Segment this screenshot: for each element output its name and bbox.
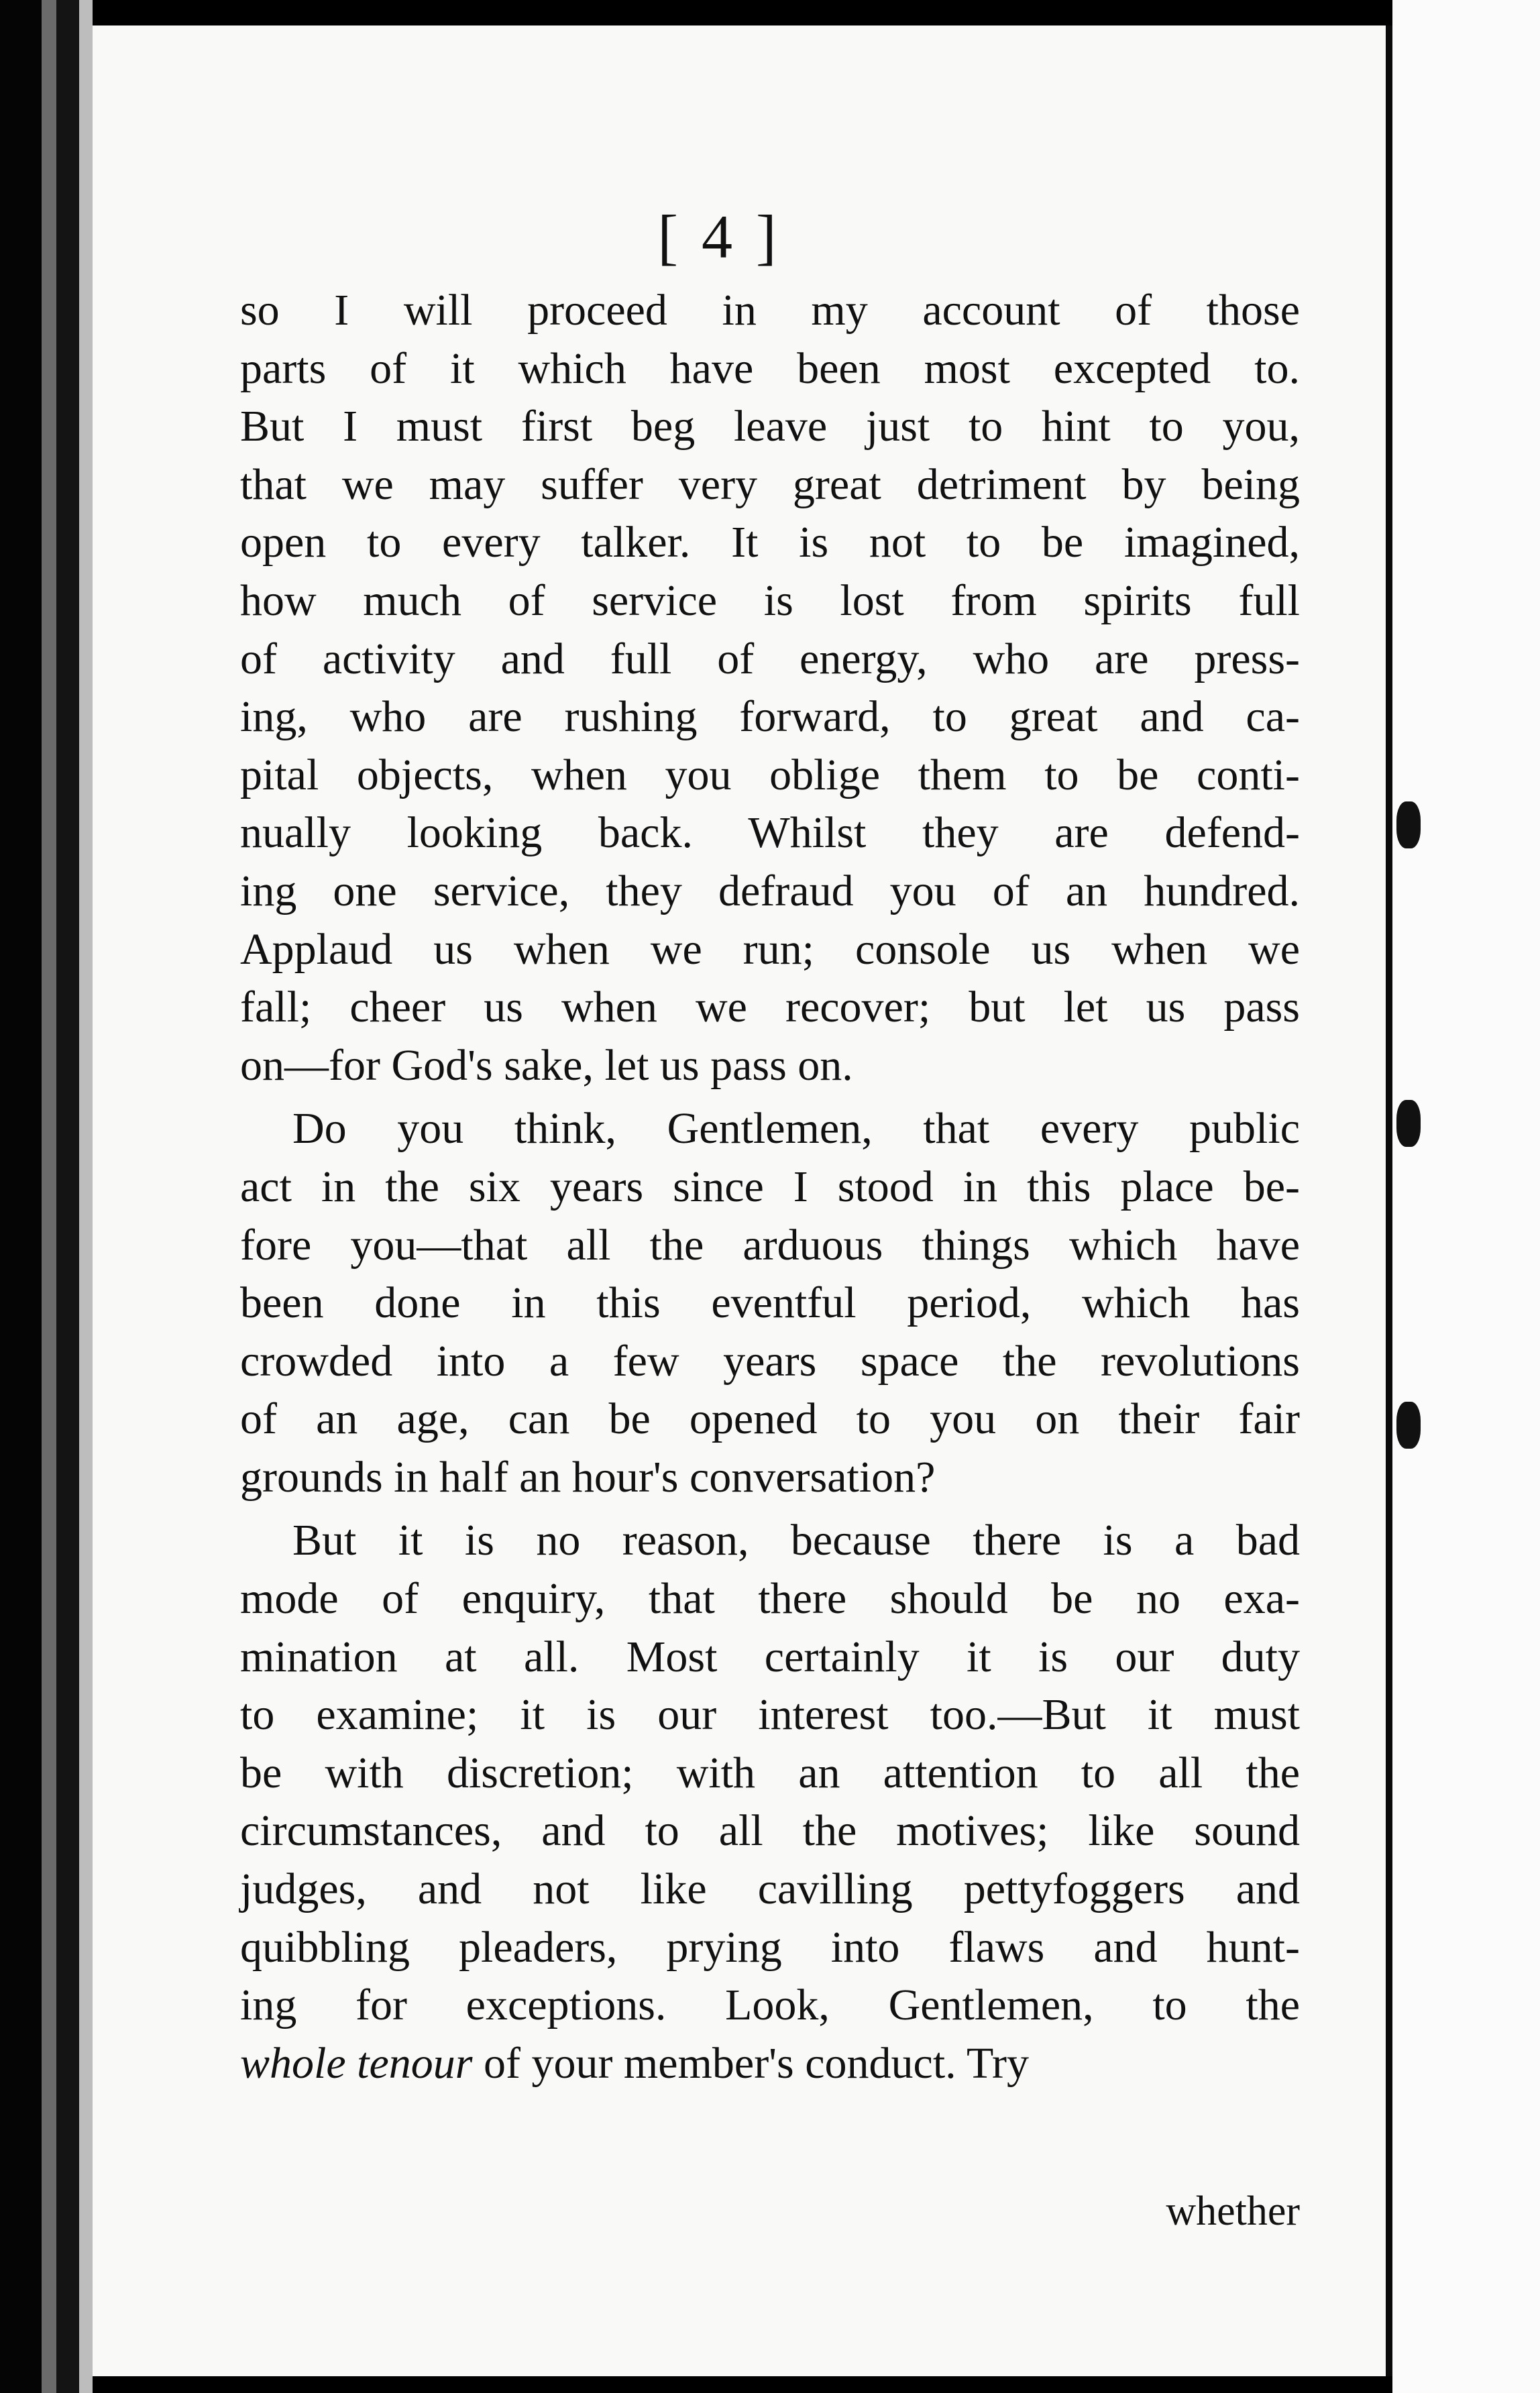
text-line: judges, and not like cavilling pettyfoggers and [240, 1865, 1300, 1914]
text-line: open to every talker. It is not to be imagined, [240, 518, 1300, 567]
text-line: on—for God's sake, let us pass on. [240, 1040, 853, 1090]
text-line: fore you—that all the arduous things which have [240, 1220, 1300, 1270]
text-line: Do you think, Gentlemen, that every public [292, 1104, 1300, 1154]
text-line-final [240, 2035, 1300, 2093]
text-line: been done in this eventful period, which has [240, 1278, 1300, 1328]
text-line: ing, who are rushing forward, to great and ca- [240, 692, 1300, 742]
adjacent-page-edge [1392, 0, 1540, 2393]
text-line: of an age, can be opened to you on their fair [240, 1394, 1300, 1444]
text-line: But I must first beg leave just to hint to you, [240, 402, 1300, 451]
text-line: But it is no reason, because there is a bad [292, 1516, 1300, 1565]
binding-edge-outer [0, 0, 42, 2393]
margin-mark [1396, 1100, 1421, 1147]
text-line: of activity and full of energy, who are press- [240, 634, 1300, 683]
text-line: parts of it which have been most excepted to. [240, 343, 1300, 393]
text-line: that we may suffer very great detriment by being [240, 459, 1300, 509]
page-number: [ 4 ] [657, 203, 781, 271]
italic-phrase: whole tenour [240, 2038, 473, 2088]
text-line: mination at all. Most certainly it is our duty [240, 1632, 1300, 1681]
paragraph-gap [240, 1095, 1300, 1100]
text-line: grounds in half an hour's conversation? [240, 1452, 936, 1502]
text-line: quibbling pleaders, prying into flaws and hunt- [240, 1922, 1300, 1972]
text-line: how much of service is lost from spirits full [240, 575, 1300, 625]
text-line: fall; cheer us when we recover; but let us pass [240, 983, 1300, 1032]
text-line: pital objects, when you oblige them to be conti- [240, 750, 1300, 799]
margin-mark [1396, 801, 1421, 848]
text-line: Applaud us when we run; console us when we [240, 924, 1300, 974]
binding-edge-dark [56, 0, 79, 2393]
catchword: whether [1166, 2188, 1300, 2234]
text-line: nually looking back. Whilst they are defend- [240, 808, 1300, 858]
text-line: so I will proceed in my account of those [240, 286, 1300, 335]
text-line: be with discretion; with an attention to all the [240, 1748, 1300, 1797]
final-line-rest: of your member's conduct. Try [472, 2038, 1029, 2088]
text-line: ing one service, they defraud you of an hundred. [240, 866, 1300, 915]
binding-edge-gray [42, 0, 56, 2393]
text-line: crowded into a few years space the revolutions [240, 1336, 1300, 1386]
body-text [240, 282, 1300, 2093]
paragraph-gap [240, 1506, 1300, 1512]
margin-mark [1396, 1402, 1421, 1449]
text-line: to examine; it is our interest too.—But it must [240, 1690, 1300, 1740]
text-line: act in the six years since I stood in this place be- [240, 1162, 1300, 1211]
text-line: ing for exceptions. Look, Gentlemen, to the [240, 1981, 1300, 2030]
text-line: mode of enquiry, that there should be no exa- [240, 1574, 1300, 1624]
text-line: circumstances, and to all the motives; like sound [240, 1806, 1300, 1856]
binding-edge-light [79, 0, 93, 2393]
